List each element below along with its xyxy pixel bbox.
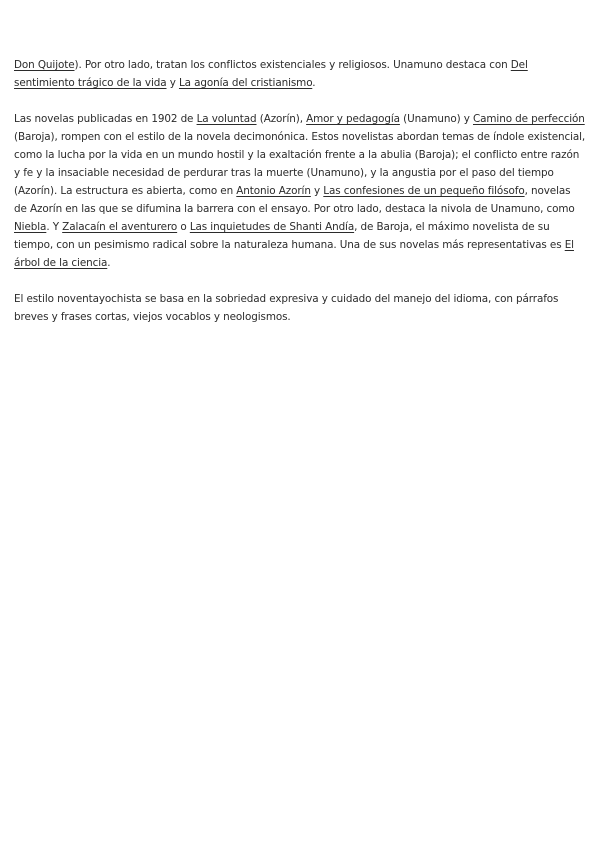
paragraph-text: , de Baroja, el máximo novelista de su tiempo, con un pesimismo radical sobre la naturaleza humana. Una de sus novelas más representativas es	[14, 221, 565, 251]
book-title-camino-de-perfeccion: Camino de perfección	[472, 113, 585, 125]
paragraph-text: (Unamuno) y	[399, 113, 473, 125]
book-title-las-inquietudes-de-shanti-andia: Las inquietudes de Shanti Andía	[189, 221, 355, 233]
paragraph-text: (Baroja), rompen con el estilo de la novela decimonónica. Estos novelistas abordan temas de índole existencial, como la lucha por la vida en un mundo hostil y la exaltación frente a la abulia (Baroja); el conflicto entre razón y fe y la insaciable necesidad de perdurar tras la muerte (Unamuno), y la angustia por el paso del tiempo (Azorín). La estructura es abierta, como en	[14, 131, 586, 197]
book-title-las-confesiones: Las confesiones de un pequeño filósofo	[323, 185, 525, 197]
paragraph-text: Las novelas publicadas en 1902 de	[14, 113, 197, 125]
paragraph-text: , novelas de Azorín en las que se difumina la barrera con el ensayo. Por otro lado, destaca la nivola de Unamuno, como	[14, 185, 575, 215]
book-title-niebla: Niebla	[14, 221, 47, 233]
paragraph-1	[14, 56, 586, 92]
paragraph-text: El estilo noventayochista se basa en la sobriedad expresiva y cuidado del manejo del idioma, con párrafos breves y frases cortas, viejos vocablos y neologismos.	[14, 293, 559, 323]
paragraph-2	[14, 110, 586, 272]
paragraph-text: (Azorín),	[256, 113, 307, 125]
book-title-zalacain-el-aventurero: Zalacaín el aventurero	[62, 221, 178, 233]
book-title-del-sentimiento-tragico: Del sentimiento trágico de la vida	[14, 59, 528, 89]
paragraph-text: . Y	[46, 221, 63, 233]
document-body	[14, 56, 586, 344]
book-title-el-arbol-de-la-ciencia: El árbol de la ciencia	[14, 239, 574, 269]
paragraph-3	[14, 290, 586, 326]
paragraph-text: y	[310, 185, 324, 197]
paragraph-text: ). Por otro lado, tratan los conflictos existenciales y religiosos. Unamuno destaca con	[74, 59, 511, 71]
paragraph-text: .	[107, 257, 111, 269]
book-title-don-quijote: Don Quijote	[14, 59, 75, 71]
book-title-antonio-azorin: Antonio Azorín	[236, 185, 311, 197]
book-title-la-voluntad: La voluntad	[196, 113, 257, 125]
paragraph-text: o	[177, 221, 190, 233]
book-title-la-agonia-del-cristianismo: La agonía del cristianismo	[178, 77, 313, 89]
paragraph-text: y	[166, 77, 179, 89]
paragraph-text: .	[312, 77, 316, 89]
book-title-amor-y-pedagogia: Amor y pedagogía	[306, 113, 400, 125]
